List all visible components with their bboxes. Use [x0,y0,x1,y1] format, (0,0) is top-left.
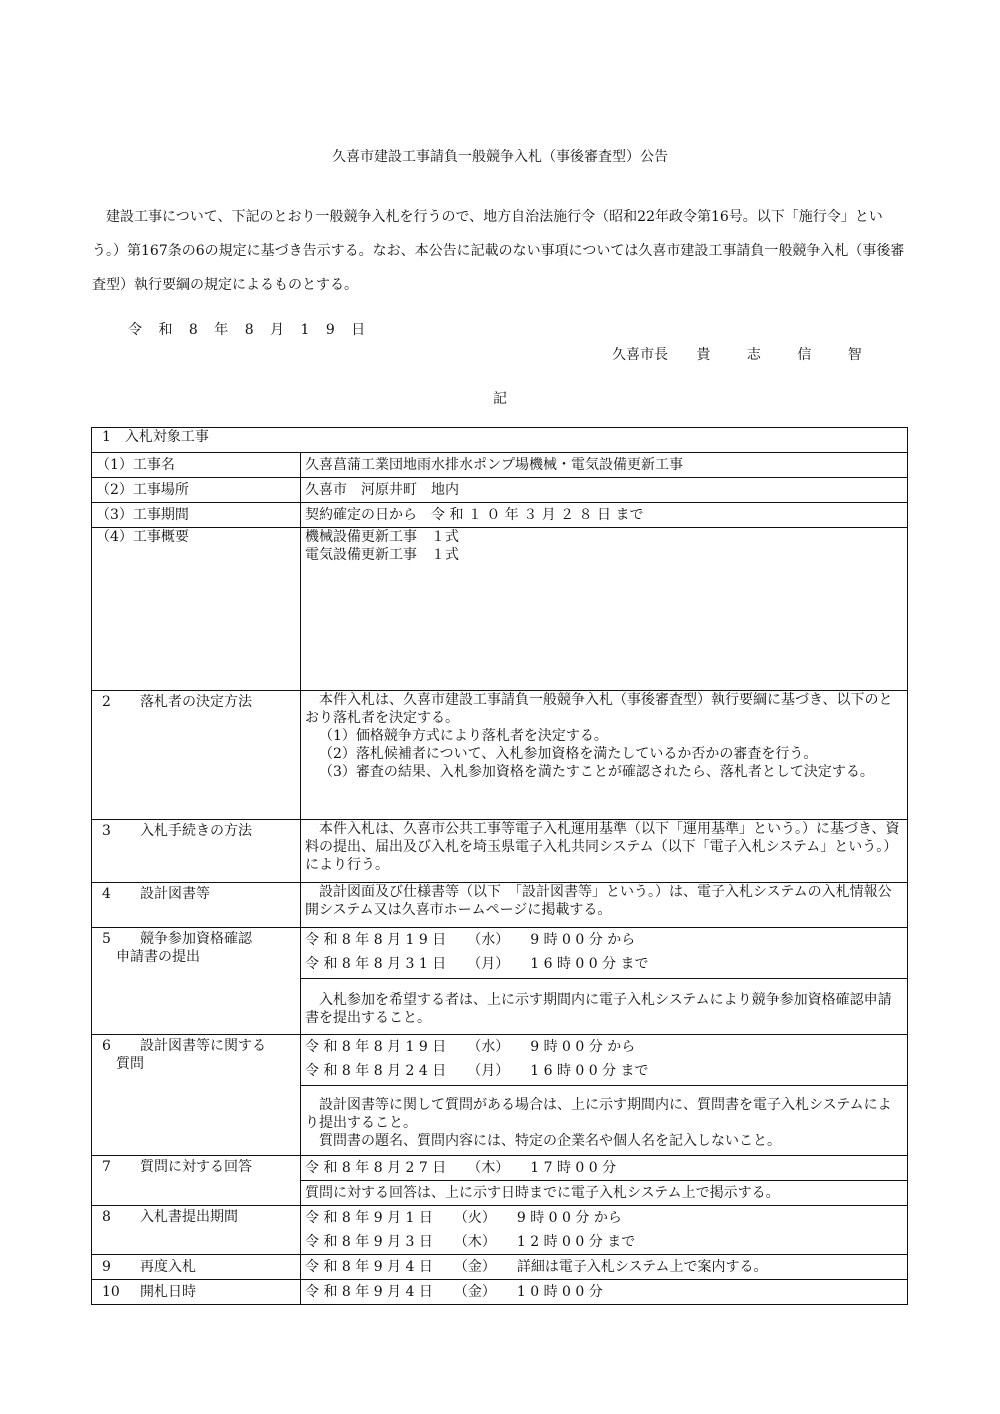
section-3-content [301,820,908,883]
overview-line: 電気設備更新工事 １式 [305,547,459,563]
paragraph: （1）価格競争方式により落札者を決定する。 [319,728,608,744]
period-from: 令 和 8 年 8 月 1 9 日 （水） 9 時 0 0 分 から [305,932,636,948]
paragraph: 本件入札は、久喜市建設工事請負一般競争入札（事後審査型）執行要綱に基づき、以下のとおり落札者を決定する。 [305,692,893,726]
overview-line: 機械設備更新工事 １式 [305,529,459,545]
section-number: 2 [102,694,111,710]
work-place-value: 久喜市 河原井町 地内 [301,478,908,503]
paragraph: 設計図書等に関して質問がある場合は、上に示す期間内に、質問書を電子入札システムにより提出すること。 [305,1097,892,1131]
table-row [92,478,908,503]
section-label: 設計図書等 [140,886,210,902]
signer-office: 久喜市長 [612,347,668,363]
section-number: 6 [102,1038,111,1054]
section-number: 5 [102,931,111,947]
answer-datetime: 令 和 8 年 8 月 2 7 日 （木） 1 7 時 0 0 分 [305,1160,617,1176]
section-4-label-cell [92,883,301,928]
signer-name: 貴 志 信 智 [696,347,878,363]
notice-table [91,427,908,1305]
section-number: 10 [102,1284,120,1300]
section-8-label-cell [92,1206,301,1255]
work-period-value: 契約確定の日から 令 和 １ ０ 年 ３ 月 ２ ８ 日 まで [301,503,908,528]
section-10-row [92,1280,908,1305]
section-number: 8 [102,1209,111,1225]
section-label: 設計図書等に関する [140,1038,266,1054]
signer [612,344,878,364]
section-8-row [92,1206,908,1255]
work-name-value: 久喜菖蒲工業団地雨水排水ポンプ場機械・電気設備更新工事 [301,453,908,478]
notice-date: 令 和 8 年 8 月 1 9 日 [128,322,372,338]
period-from: 令 和 8 年 9 月 1 日 （火） 9 時 0 0 分 から [305,1210,622,1226]
table-row [92,503,908,528]
section-10-content [301,1280,908,1305]
section-6-label-cell [92,1035,301,1156]
section-5-note [301,979,908,1035]
section-9-content [301,1255,908,1280]
section-7-datetime [301,1156,908,1181]
work-overview-label: （4）工事概要 [92,528,301,691]
paragraph: 本件入札は、久喜市公共工事等電子入札運用基準（以下「運用基準」という。）に基づき、資料の提出、届出及び入札を埼玉県電子入札共同システム（以下「電子入札システム」という。）により行う。 [305,821,900,873]
section-label: 競争参加資格確認 [140,931,252,947]
section-2-row [92,691,908,820]
table-row [92,453,908,478]
period-to: 令 和 8 年 9 月 3 日 （木） 1 2 時 0 0 分 まで [305,1234,636,1250]
intro-paragraph: 建設工事について、下記のとおり一般競争入札を行うので、地方自治法施行令（昭和22年政令第16号。以下「施行令」という。）第167条の6の規定に基づき告示する。なお、本公告に記載のない事項については久喜市建設工事請負一般競争入札（事後審査型）執行要綱の規定によるものとする。 [92,209,905,293]
period-to: 令 和 8 年 8 月 2 4 日 （月） 1 6 時 0 0 分 まで [305,1063,649,1079]
section-label: 入札書提出期間 [140,1209,238,1225]
ki-heading: 記 [493,391,507,407]
section-8-period [301,1206,908,1255]
section-2-content [301,691,908,820]
section-6-period [301,1035,908,1086]
section-label: 開札日時 [140,1284,196,1300]
section-number: 3 [102,823,111,839]
section-5-period [301,928,908,979]
section-5-label-cell [92,928,301,1035]
section-9-row [92,1255,908,1280]
period-to: 令 和 8 年 8 月 3 1 日 （月） 1 6 時 0 0 分 まで [305,956,649,972]
work-place-label: （2）工事場所 [92,478,301,503]
section-1-heading-row [92,428,908,453]
paragraph: 質問書の題名、質問内容には、特定の企業名や個人名を記入しないこと。 [319,1133,781,1149]
section-7-datetime-row [92,1156,908,1181]
section-3-label-cell [92,820,301,883]
section-label-cont: 申請書の提出 [116,949,200,965]
section-5-period-row [92,928,908,979]
section-1-heading: 1 入札対象工事 [92,428,908,453]
work-period-label: （3）工事期間 [92,503,301,528]
document-title: 久喜市建設工事請負一般競争入札（事後審査型）公告 [332,149,668,165]
section-4-content [301,883,908,928]
section-label: 入札手続きの方法 [140,823,252,839]
section-6-period-row [92,1035,908,1086]
paragraph: 設計図面及び仕様書等（以下 「設計図書等」という。）は、電子入札システムの入札情報公開システム又は久喜市ホームページに掲載する。 [305,884,892,918]
section-number: 4 [102,886,111,902]
paragraph: 質問に対する回答は、上に示す日時までに電子入札システム上で掲示する。 [305,1185,780,1201]
work-overview-value [301,528,908,691]
opening-datetime: 令 和 8 年 9 月 4 日 （金） 1 0 時 0 0 分 [305,1284,603,1300]
section-10-label-cell [92,1280,301,1305]
period-from: 令 和 8 年 8 月 1 9 日 （水） 9 時 0 0 分 から [305,1039,636,1055]
section-number: 7 [102,1159,111,1175]
section-label-cont: 質問 [116,1056,144,1072]
section-2-label-cell [92,691,301,820]
section-4-row [92,883,908,928]
work-name-label: （1）工事名 [92,453,301,478]
section-label: 質問に対する回答 [140,1159,252,1175]
section-7-label-cell [92,1156,301,1206]
paragraph: （3）審査の結果、入札参加資格を満たすことが確認されたら、落札者として決定する。 [319,764,874,780]
section-label: 落札者の決定方法 [140,694,252,710]
paragraph: 入札参加を希望する者は、上に示す期間内に電子入札システムにより競争参加資格確認申請書を提出すること。 [305,992,892,1026]
reauction-text: 令 和 8 年 9 月 4 日 （金） 詳細は電子入札システム上で案内する。 [305,1259,768,1275]
section-7-note [301,1181,908,1206]
section-6-note [301,1086,908,1156]
table-row [92,528,908,691]
section-3-row [92,820,908,883]
section-number: 9 [102,1259,111,1275]
section-label: 再度入札 [140,1259,196,1275]
paragraph: （2）落札候補者について、入札参加資格を満たしているか否かの審査を行う。 [319,746,818,762]
section-9-label-cell [92,1255,301,1280]
